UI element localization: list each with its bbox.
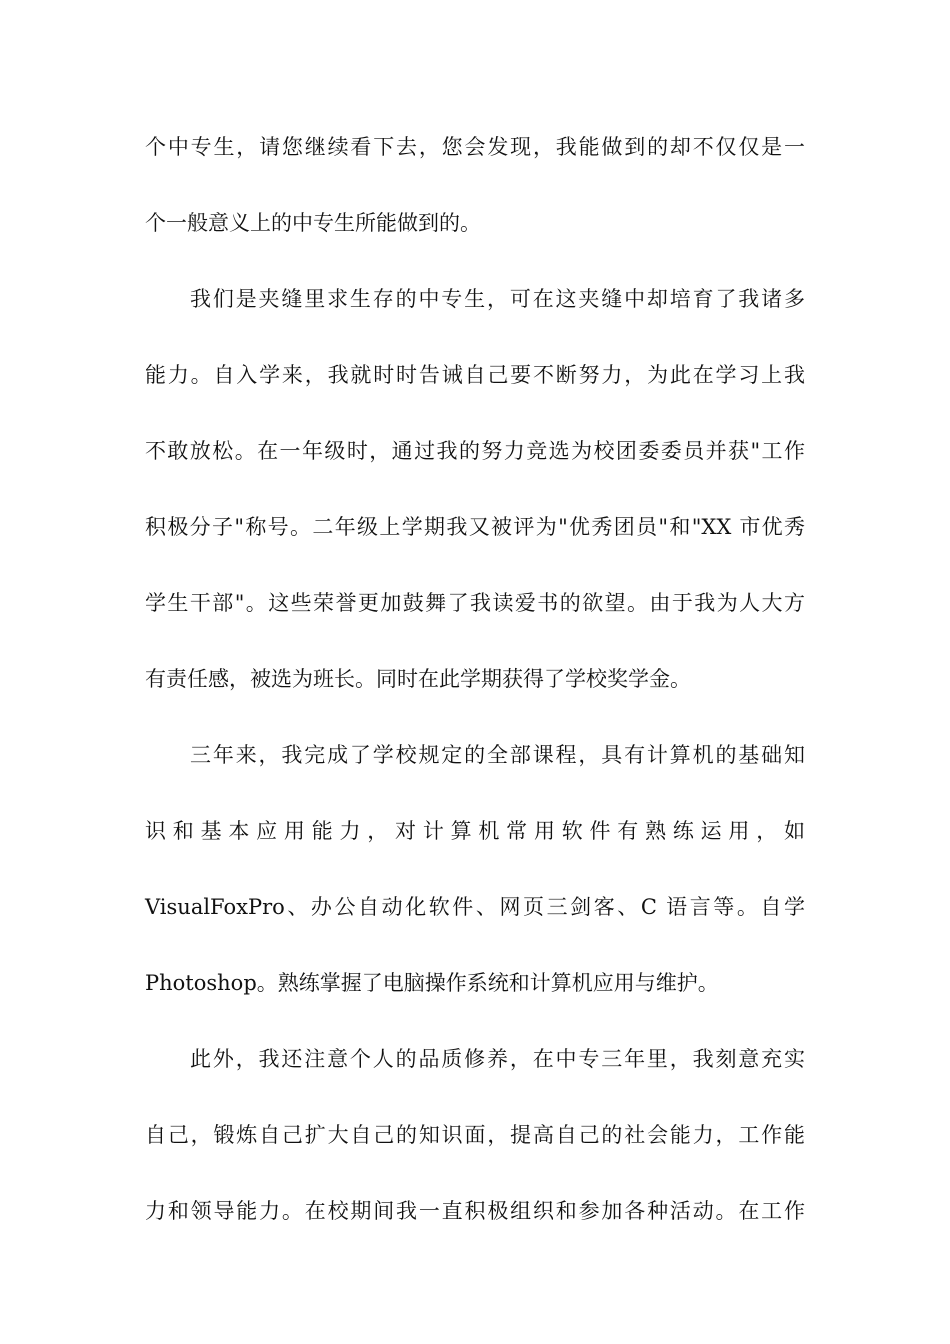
text-line: 个中专生，请您继续看下去，您会发现，我能做到的却不仅仅是一 — [145, 135, 805, 159]
paragraph-first-line: 我们是夹缝里求生存的中专生，可在这夹缝中却培育了我诸多 — [190, 287, 805, 311]
text-line: 学生干部"。这些荣誉更加鼓舞了我读爱书的欲望。由于我为人大方 — [145, 591, 805, 615]
text-line: Photoshop。熟练掌握了电脑操作系统和计算机应用与维护。 — [145, 971, 719, 995]
paragraph-first-line: 三年来，我完成了学校规定的全部课程，具有计算机的基础知 — [190, 743, 805, 767]
text-line: 积极分子"称号。二年级上学期我又被评为"优秀团员"和"XX 市优秀 — [145, 515, 805, 539]
text-line: 力和领导能力。在校期间我一直积极组织和参加各种活动。在工作 — [145, 1199, 805, 1223]
text-line: 个一般意义上的中专生所能做到的。 — [145, 211, 481, 235]
text-line: 识和基本应用能力，对计算机常用软件有熟练运用，如 — [145, 819, 805, 843]
text-line: 不敢放松。在一年级时，通过我的努力竞选为校团委委员并获"工作 — [145, 439, 805, 463]
text-line: VisualFoxPro、办公自动化软件、网页三剑客、C 语言等。自学 — [145, 895, 805, 919]
text-line: 自己，锻炼自己扩大自己的知识面，提高自己的社会能力，工作能 — [145, 1123, 805, 1147]
text-line: 能力。自入学来，我就时时告诫自己要不断努力，为此在学习上我 — [145, 363, 805, 387]
text-line: 有责任感，被选为班长。同时在此学期获得了学校奖学金。 — [145, 667, 691, 691]
paragraph-first-line: 此外，我还注意个人的品质修养，在中专三年里，我刻意充实 — [190, 1047, 805, 1071]
